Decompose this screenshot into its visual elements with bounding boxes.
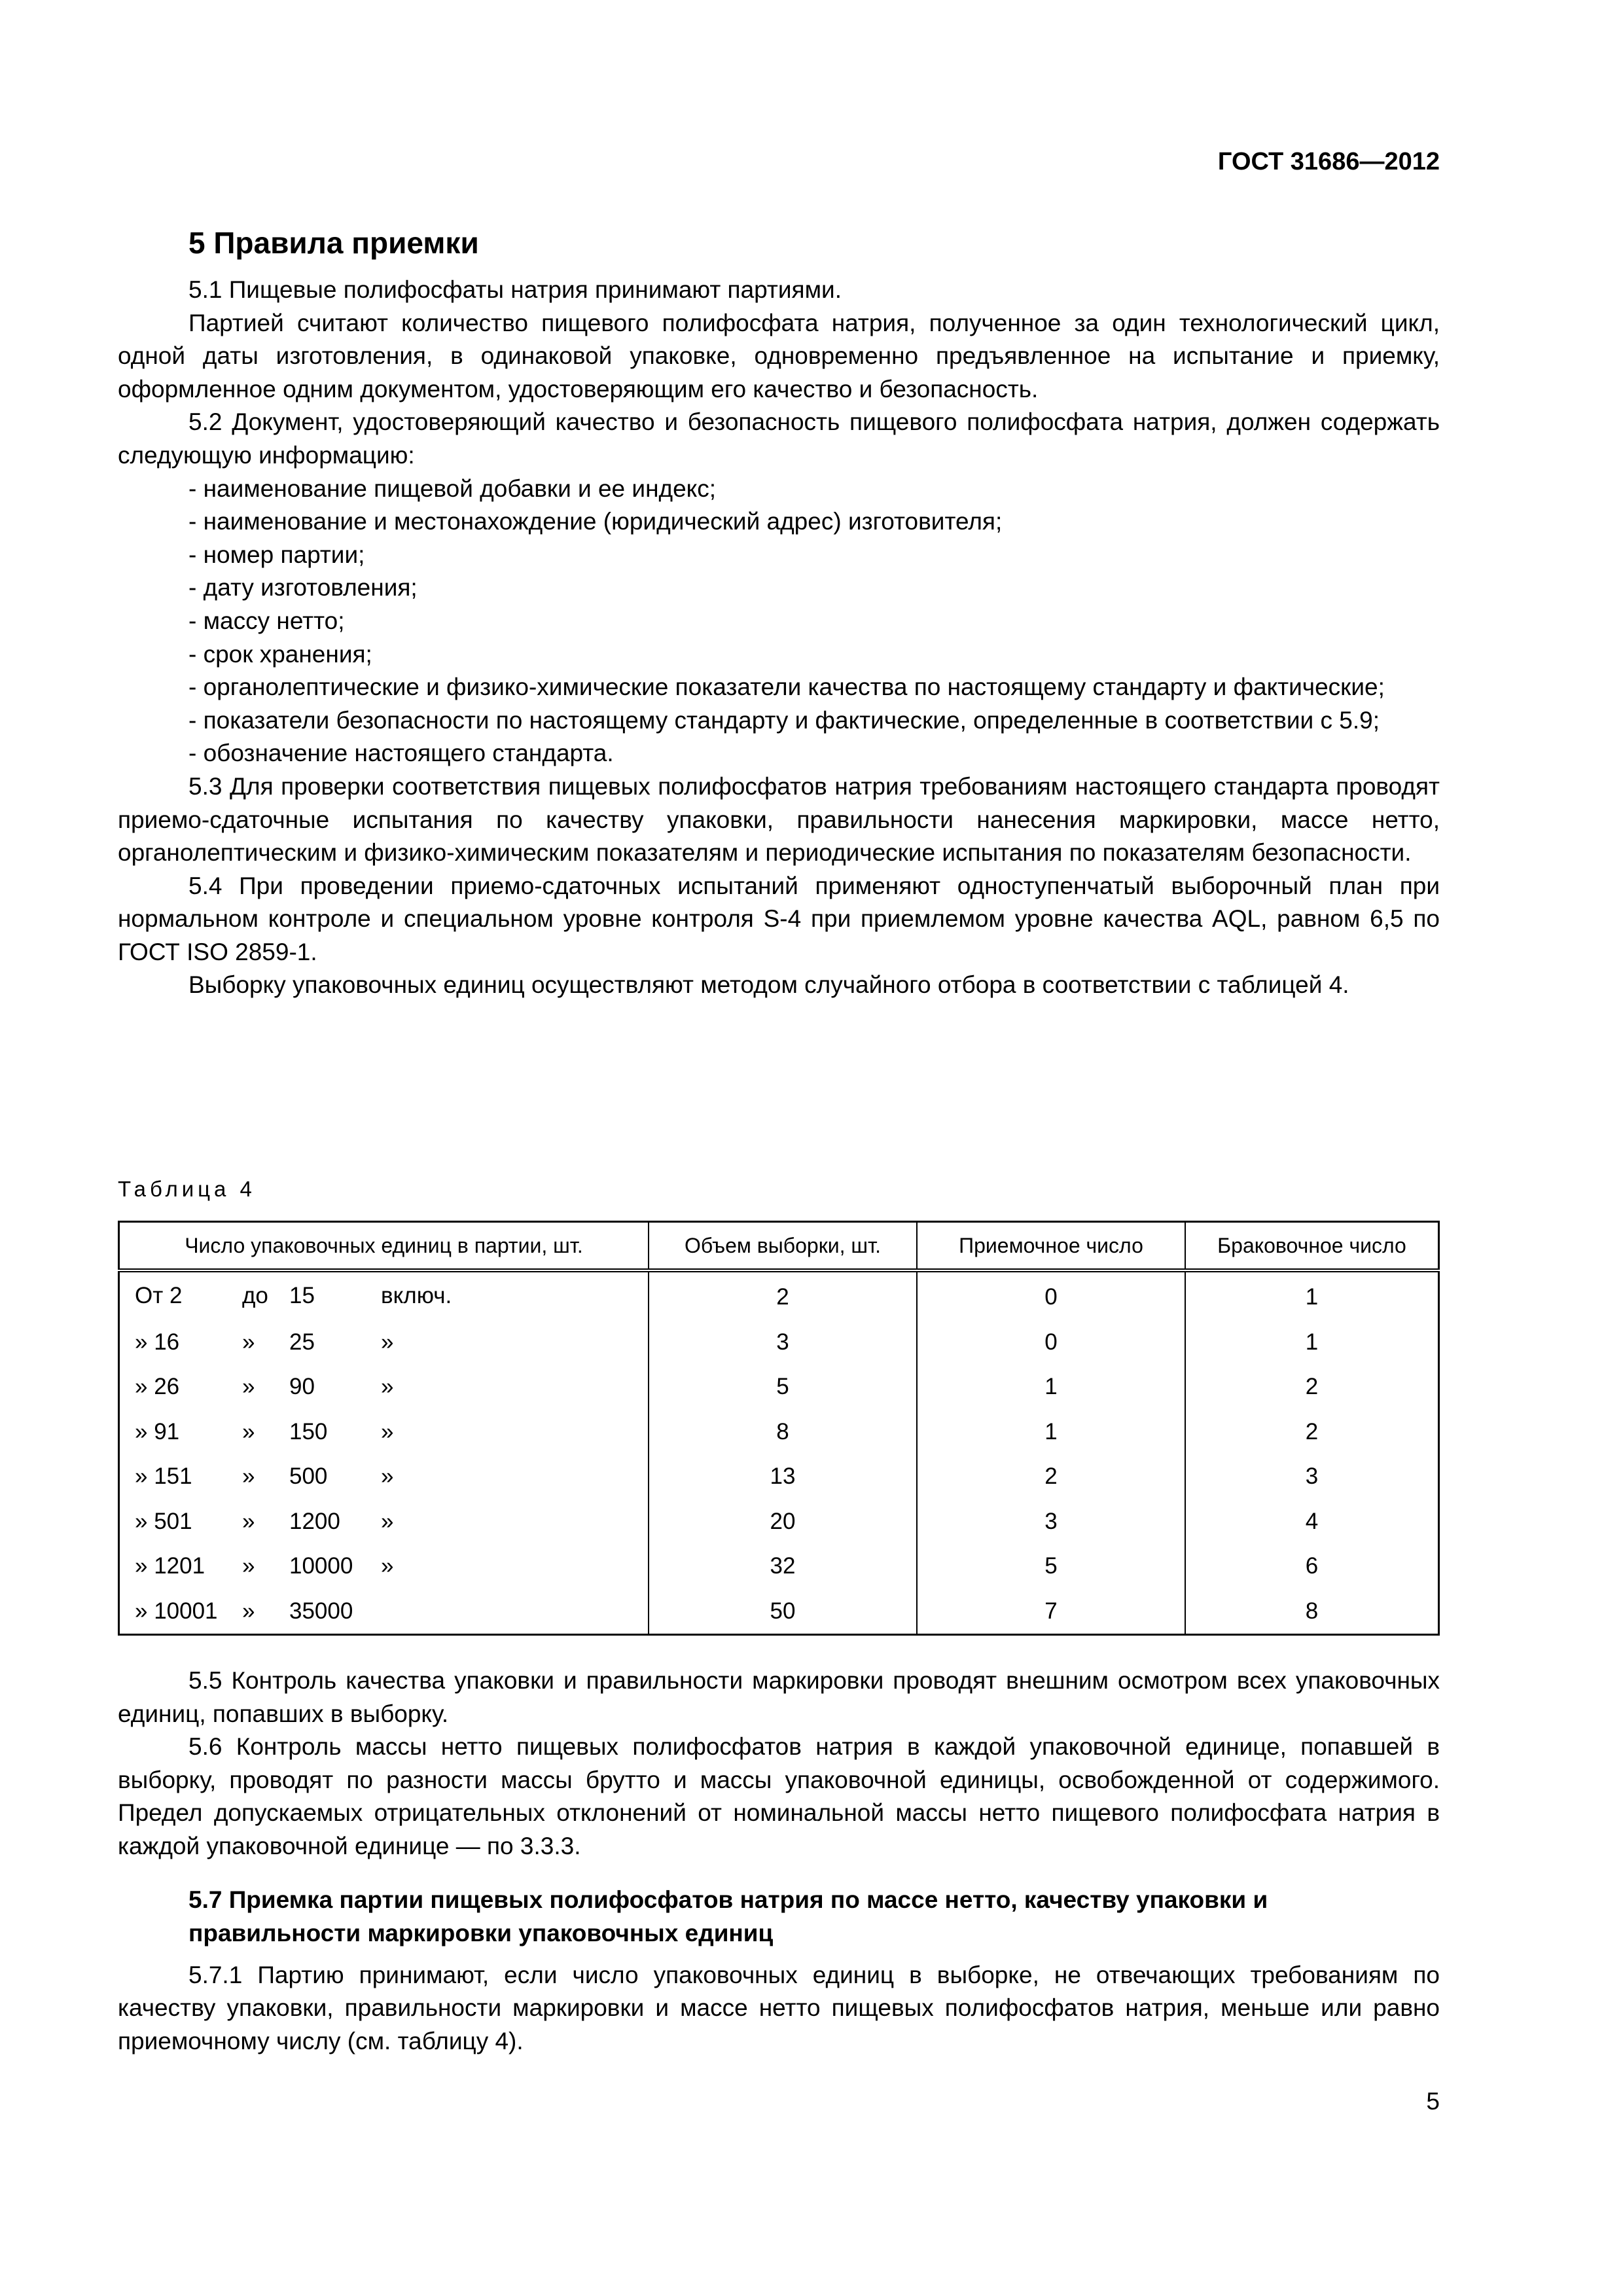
lot-size-from-prefix: » 16 (135, 1329, 180, 1355)
column-header-acceptance-number: Приемочное число (917, 1222, 1185, 1271)
lot-size-suffix: » (381, 1553, 394, 1579)
sample-cell: 32 (649, 1544, 917, 1589)
table-row (119, 1365, 1439, 1410)
paragraph: 5.7.1 Партию принимают, если число упаковочных единиц в выборке, не отвечающих требованиям по качеству упаковки, правильности маркировки и массе нетто пищевых полифосфатов натрия, меньше или равно приемочному числу (см. таблицу 4). (118, 1961, 1440, 2054)
sample-cell: 5 (649, 1365, 917, 1410)
paragraph: 5.5 Контроль качества упаковки и правильности маркировки проводят внешним осмотром всех упаковочных единиц, попавших в выборку. (118, 1667, 1440, 1727)
column-header-lot-size: Число упаковочных единиц в партии, шт. (119, 1222, 649, 1271)
table-row (119, 1410, 1439, 1455)
body-text-bottom (118, 1664, 1440, 2058)
table-row (119, 1270, 1439, 1320)
lot-size-to-prefix: » (242, 1463, 255, 1490)
lot-size-to-prefix: до (242, 1283, 268, 1309)
lot-size-from-prefix: » 91 (135, 1418, 180, 1444)
lot-size-to: 90 (289, 1374, 315, 1400)
lot-size-cell (119, 1589, 649, 1635)
reject-cell: 6 (1185, 1544, 1439, 1589)
reject-cell: 4 (1185, 1499, 1439, 1545)
list-item: - номер партии; (188, 541, 365, 568)
lot-size-suffix: » (381, 1463, 394, 1490)
sample-cell: 50 (649, 1589, 917, 1635)
section-title: 5 Правила приемки (188, 226, 479, 260)
lot-size-suffix: » (381, 1508, 394, 1534)
acceptance-table (118, 1221, 1440, 1636)
table-row (119, 1499, 1439, 1545)
accept-cell: 0 (917, 1270, 1185, 1320)
lot-size-cell (119, 1544, 649, 1589)
paragraph: 5.6 Контроль массы нетто пищевых полифосфатов натрия в каждой упаковочной единице, попавшей в выборку, проводят по разности массы брутто и массы упаковочной единицы, освобожденной от содержимого. Предел допускаемых отрицательных отклонений от номинальной массы нетто пищевого полифосфата натрия в каждой упаковочной единице — по 3.3.3. (118, 1733, 1440, 1859)
accept-cell: 1 (917, 1365, 1185, 1410)
accept-cell: 1 (917, 1410, 1185, 1455)
lot-size-to-prefix: » (242, 1329, 255, 1355)
lot-size-from-prefix: » 151 (135, 1463, 192, 1490)
document-designation: ГОСТ 31686—2012 (1217, 148, 1440, 175)
table-row (119, 1320, 1439, 1365)
lot-size-from-prefix: » 10001 (135, 1598, 218, 1624)
lot-size-to-prefix: » (242, 1553, 255, 1579)
accept-cell: 2 (917, 1454, 1185, 1499)
list-item: - наименование и местонахождение (юридический адрес) изготовителя; (188, 508, 1003, 535)
table-row (119, 1544, 1439, 1589)
reject-cell: 1 (1185, 1320, 1439, 1365)
paragraph: 5.2 Документ, удостоверяющий качество и безопасность пищевого полифосфата натрия, должен содержать следующую информацию: (118, 408, 1440, 469)
table-header-row (119, 1222, 1439, 1271)
sample-cell: 2 (649, 1270, 917, 1320)
accept-cell: 7 (917, 1589, 1185, 1635)
lot-size-suffix: » (381, 1418, 394, 1444)
list-item: - обозначение настоящего стандарта. (188, 740, 614, 767)
accept-cell: 3 (917, 1499, 1185, 1545)
body-text-top (118, 274, 1440, 1002)
accept-cell: 5 (917, 1544, 1185, 1589)
column-header-rejection-number: Браковочное число (1185, 1222, 1439, 1271)
sample-cell: 3 (649, 1320, 917, 1365)
lot-size-cell (119, 1410, 649, 1455)
lot-size-to-prefix: » (242, 1508, 255, 1534)
reject-cell: 2 (1185, 1410, 1439, 1455)
table-row (119, 1589, 1439, 1635)
list-item: - дату изготовления; (188, 574, 418, 601)
lot-size-to: 15 (289, 1283, 315, 1309)
sample-cell: 20 (649, 1499, 917, 1545)
reject-cell: 3 (1185, 1454, 1439, 1499)
list-item: - показатели безопасности по настоящему стандарту и фактические, определенные в соответствии с 5.9; (188, 706, 1380, 734)
lot-size-to: 1200 (289, 1508, 340, 1534)
lot-size-to: 10000 (289, 1553, 353, 1579)
lot-size-from-prefix: » 26 (135, 1374, 180, 1400)
reject-cell: 8 (1185, 1589, 1439, 1635)
lot-size-to-prefix: » (242, 1374, 255, 1400)
paragraph: 5.1 Пищевые полифосфаты натрия принимают партиями. (188, 276, 842, 303)
column-header-sample-size: Объем выборки, шт. (649, 1222, 917, 1271)
list-item: - массу нетто; (188, 607, 345, 634)
list-item: - органолептические и физико-химические показатели качества по настоящему стандарту и фактические; (188, 673, 1385, 701)
page-number: 5 (1426, 2088, 1440, 2115)
reject-cell: 1 (1185, 1270, 1439, 1320)
lot-size-cell (119, 1454, 649, 1499)
lot-size-cell (119, 1320, 649, 1365)
accept-cell: 0 (917, 1320, 1185, 1365)
lot-size-suffix: включ. (381, 1283, 452, 1309)
table-row (119, 1454, 1439, 1499)
paragraph: 5.3 Для проверки соответствия пищевых полифосфатов натрия требованиям настоящего стандарта проводят приемо-сдаточные испытания по качеству упаковки, правильности нанесения маркировки, массе нетто, органолептическим и физико-химическим показателям и периодические испытания по показателям безопасности. (118, 772, 1440, 867)
table-caption: Таблица 4 (118, 1177, 256, 1201)
lot-size-from-prefix: От 2 (135, 1283, 183, 1309)
lot-size-to: 150 (289, 1418, 328, 1444)
lot-size-to: 35000 (289, 1598, 353, 1624)
paragraph: Выборку упаковочных единиц осуществляют методом случайного отбора в соответствии с таблицей 4. (188, 971, 1349, 999)
lot-size-cell (119, 1270, 649, 1320)
sample-cell: 8 (649, 1410, 917, 1455)
reject-cell: 2 (1185, 1365, 1439, 1410)
lot-size-suffix: » (381, 1374, 394, 1400)
lot-size-to: 25 (289, 1329, 315, 1355)
sample-cell: 13 (649, 1454, 917, 1499)
lot-size-to-prefix: » (242, 1418, 255, 1444)
list-item: - наименование пищевой добавки и ее индекс; (188, 475, 717, 502)
lot-size-from-prefix: » 501 (135, 1508, 192, 1534)
paragraph: 5.4 При проведении приемо-сдаточных испытаний применяют одноступенчатый выборочный план при нормальном контроле и специальном уровне контроля S-4 при приемлемом уровне качества AQL, равном 6,5 по ГОСТ ISO 2859-1. (118, 872, 1440, 965)
subsection-title: 5.7 Приемка партии пищевых полифосфатов натрия по массе нетто, качеству упаковки и правильности маркировки упаковочных единиц (188, 1886, 1268, 1946)
lot-size-from-prefix: » 1201 (135, 1553, 205, 1579)
lot-size-cell (119, 1499, 649, 1545)
lot-size-to: 500 (289, 1463, 328, 1490)
paragraph: Партией считают количество пищевого полифосфата натрия, полученное за один технологический цикл, одной даты изготовления, в одинаковой упаковке, одновременно предъявленное на испытание и приемку, оформленное одним документом, удостоверяющим его качество и безопасность. (118, 309, 1440, 403)
lot-size-suffix: » (381, 1329, 394, 1355)
list-item: - срок хранения; (188, 640, 372, 668)
lot-size-cell (119, 1365, 649, 1410)
lot-size-to-prefix: » (242, 1598, 255, 1624)
